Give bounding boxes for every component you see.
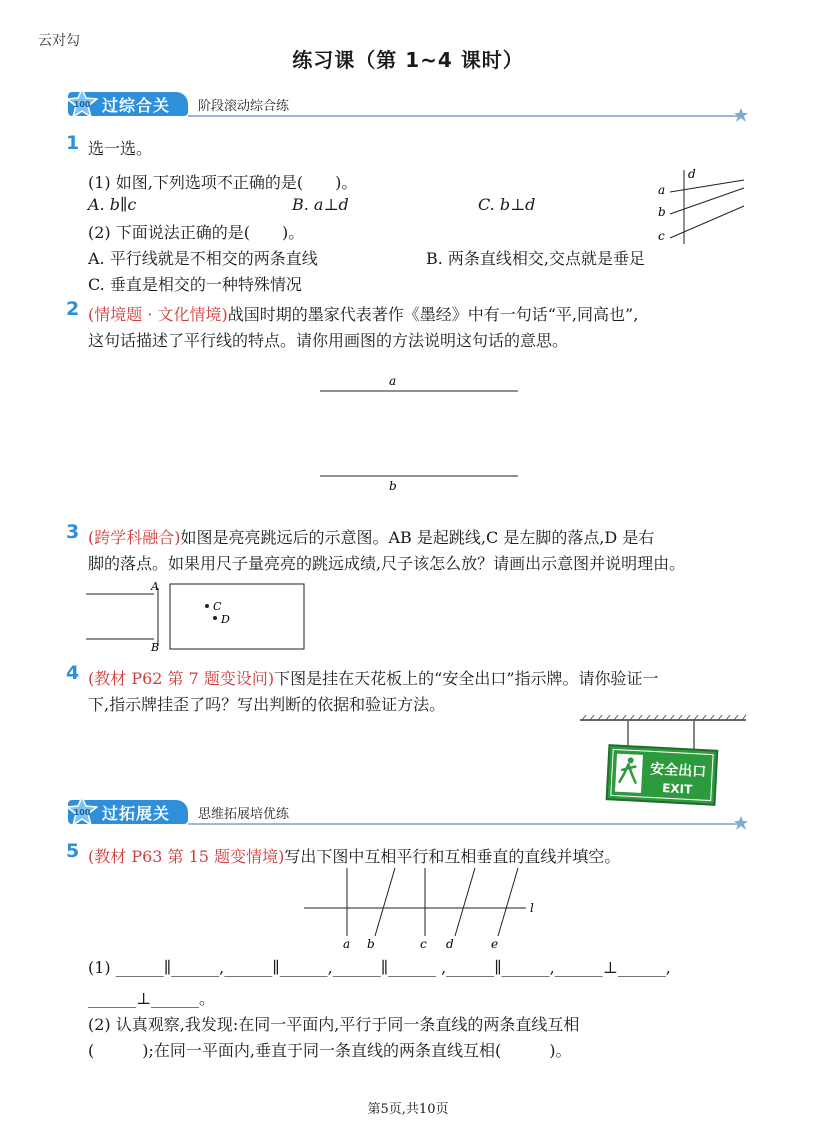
q5-fill-2a: (2) 认真观察,我发现:在同一平面内,平行于同一条直线的两条直线互相 [88, 1015, 580, 1034]
point-d [213, 616, 217, 620]
q5-text1: 写出下图中互相平行和互相垂直的直线并填空。 [284, 847, 621, 866]
question-number: 2 [66, 298, 80, 320]
label-d: d [688, 167, 696, 181]
page-title: 练习课（第 1~4 课时） [292, 48, 524, 72]
line-d [455, 868, 475, 936]
q3-figure [84, 578, 310, 654]
q5-fill-2b[interactable]: ( );在同一平面内,垂直于同一条直线的两条直线互相( )。 [88, 1041, 572, 1060]
section-header-extension [68, 800, 748, 830]
label-d: d [446, 937, 454, 951]
q2-text1: 战国时期的墨家代表著作《墨经》中有一句话“平,同高也”, [227, 305, 639, 324]
question-4 [66, 662, 79, 684]
q3-text1: 如图是亮亮跳远后的示意图。AB 是起跳线,C 是左脚的落点,D 是右 [180, 528, 655, 547]
label-c: c [658, 229, 665, 243]
label-b: b [389, 479, 397, 493]
label-c: c [420, 937, 427, 951]
label-A: A [151, 580, 159, 593]
q1-part2: (2) 下面说法正确的是( )。 [88, 223, 305, 242]
exit-sign-figure [578, 712, 750, 808]
label-a: a [389, 374, 397, 388]
q1-figure [652, 166, 752, 246]
100-star-icon [66, 88, 98, 118]
q3-line2: 脚的落点。如果用尺子量亮亮的跳远成绩,尺子该怎么放？请画出示意图并说明理由。 [88, 554, 686, 573]
q4-text1: 下图是挂在天花板上的“安全出口”指示牌。请你验证一 [274, 669, 659, 688]
svg-text:100: 100 [73, 808, 91, 817]
q1-p2-option-b[interactable]: B. 两条直线相交,交点就是垂足 [426, 249, 646, 268]
label-b: b [367, 937, 375, 951]
page-footer: 第5页,共10页 [367, 1102, 449, 1117]
question-3 [66, 521, 79, 543]
sand-pit [170, 584, 304, 649]
star-icon [734, 816, 748, 830]
point-c [205, 604, 209, 608]
line-c [670, 206, 744, 238]
q4-tag: (教材 P62 第 7 题变设问) [88, 669, 275, 688]
section-rule [188, 823, 738, 825]
q1-stem: 选一选。 [88, 139, 153, 158]
sign-text: 安全出口 [649, 761, 707, 781]
question-5 [66, 840, 79, 862]
section-label: 过拓展关 [102, 804, 171, 823]
question-2 [66, 298, 79, 320]
section-subtitle: 阶段滚动综合练 [198, 99, 290, 114]
section-subtitle: 思维拓展培优练 [198, 807, 290, 822]
q1-p2-option-a[interactable]: A. 平行线就是不相交的两条直线 [88, 249, 318, 268]
line-e [498, 868, 518, 936]
sign-sub: EXIT [661, 781, 693, 797]
q5-fill-1b[interactable]: ______⊥______。 [88, 989, 216, 1008]
q4-line2: 下,指示牌挂歪了吗？写出判断的依据和验证方法。 [88, 695, 446, 714]
section-label: 过综合关 [102, 96, 171, 115]
q4-line1 [88, 666, 659, 689]
running-man-icon [615, 754, 643, 793]
line-b [375, 868, 395, 936]
section-header-comprehensive [68, 92, 748, 122]
q1-option-b[interactable]: B. a⊥d [292, 195, 349, 214]
label-B: B [151, 641, 160, 654]
q2-line2: 这句话描述了平行线的特点。请你用画图的方法说明这句话的意思。 [88, 331, 569, 350]
line-a [670, 180, 744, 192]
q2-figure [316, 372, 526, 496]
q2-line1 [88, 302, 638, 325]
label-l: l [530, 901, 534, 915]
question-number: 4 [66, 662, 80, 684]
q3-line1 [88, 525, 654, 548]
q1-option-a[interactable]: A. b∥c [88, 195, 137, 214]
q1-p2-option-c[interactable]: C. 垂直是相交的一种特殊情况 [88, 275, 302, 294]
q3-tag: (跨学科融合) [88, 528, 181, 547]
question-number: 1 [66, 132, 80, 154]
question-number: 5 [66, 840, 80, 862]
label-a: a [343, 937, 351, 951]
label-a: a [658, 183, 666, 197]
section-rule [188, 115, 738, 117]
watermark: 云对勾 [38, 33, 80, 49]
question-1 [66, 132, 79, 154]
label-e: e [491, 937, 499, 951]
q1-part1: (1) 如图,下列选项不正确的是( )。 [88, 173, 358, 192]
label-C: C [213, 600, 222, 613]
label-b: b [658, 205, 666, 219]
q1-option-c[interactable]: C. b⊥d [478, 195, 536, 214]
q2-tag: (情境题 · 文化情境) [88, 305, 228, 324]
exit-sign [607, 745, 718, 805]
label-D: D [221, 613, 230, 626]
svg-text:100: 100 [73, 100, 91, 109]
line-b [670, 188, 744, 214]
q5-figure [300, 864, 550, 954]
100-star-icon [66, 796, 98, 826]
question-number: 3 [66, 521, 80, 543]
q5-fill-1[interactable]: (1) ______∥______,______∥______,______∥______ ,______∥______,______⊥______, [88, 958, 671, 977]
star-icon [734, 108, 748, 122]
q5-tag: (教材 P63 第 15 题变情境) [88, 847, 285, 866]
